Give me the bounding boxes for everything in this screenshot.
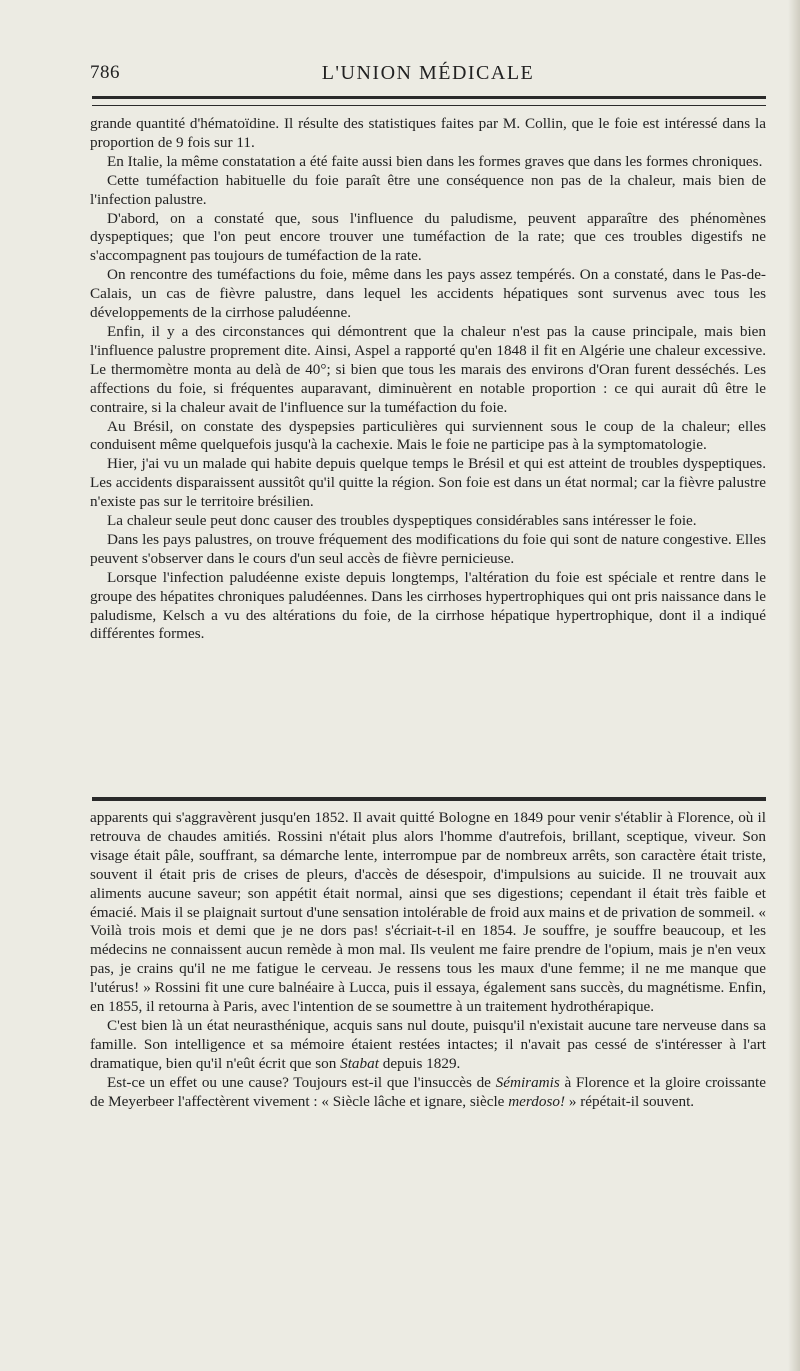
paragraph: On rencontre des tuméfactions du foie, même dans les pays assez tempérés. On a constaté, dans le Pas-de-Calais, un cas de fièvre palustre, dans lequel les accidents hépatiques sont survenus avec tous les développements de la cirrhose paludéenne.	[90, 266, 766, 322]
paragraph: Cette tuméfaction habituelle du foie paraît être une conséquence non pas de la chaleur, mais bien de l'infection palustre.	[90, 171, 766, 208]
section-separator	[92, 797, 766, 801]
italic-exclamation: merdoso!	[508, 1092, 566, 1110]
text-run: depuis 1829.	[378, 1054, 461, 1072]
paragraph: En Italie, la même constatation a été faite aussi bien dans les formes graves que dans les formes chroniques.	[107, 152, 763, 170]
page-edge-shadow	[788, 0, 800, 1371]
paragraph: Au Brésil, on constate des dyspepsies particulières qui surviennent sous le coup de la chaleur; elles conduisent même quelquefois jusqu'à la cachexie. Mais le foie ne participe pas à la symptomatologie.	[90, 417, 766, 454]
running-title: L'UNION MÉDICALE	[321, 62, 535, 84]
paragraph: Enfin, il y a des circonstances qui démontrent que la chaleur n'est pas la cause principale, mais bien l'influence palustre proprement dite. Ainsi, Aspel a rapporté qu'en 1848 il fit en Algérie une chaleur excessive. Le thermomètre monta au delà de 40°; si bien que tous les marais des environs d'Oran furent desséchés. Les affections du foie, si fréquentes auparavant, diminuèrent en notable proportion : ce qui aurait dû être le contraire, si la chaleur avait de l'influence sur la tuméfaction du foie.	[90, 322, 766, 416]
text-run: à Florence et la gloire croissante de Meyerbeer l'affectèrent vivement : « Siècle lâche et ignare, siècle	[90, 1073, 766, 1110]
text-run: » répétait-il souvent.	[565, 1092, 695, 1110]
upper-article	[90, 115, 766, 644]
paragraph: Lorsque l'infection paludéenne existe depuis longtemps, l'altération du foie est spéciale et rentre dans le groupe des hépatites chroniques paludéennes. Dans les cirrhoses hypertrophiques qui ont pris naissance dans le paludisme, Kelsch a vu des altérations du foie, de la cirrhose hépatique hypertrophique, dont il a indiqué différentes formes.	[90, 568, 766, 643]
paragraph	[90, 1074, 766, 1112]
paragraph: grande quantité d'hématoïdine. Il résulte des statistiques faites par M. Collin, que le foie est intéressé dans la proportion de 9 fois sur 11.	[90, 115, 766, 151]
text-run: Est-ce un effet ou une cause? Toujours est-il que l'insuccès de	[107, 1073, 496, 1091]
paragraph: Hier, j'ai vu un malade qui habite depuis quelque temps le Brésil et qui est atteint de troubles dyspeptiques. Les accidents disparaissent aussitôt qu'il quitte la région. Son foie est dans un état normal; car la fièvre palustre n'existe pas sur le territoire brésilien.	[90, 455, 766, 511]
feuilleton-article	[90, 809, 766, 1112]
page-header	[90, 58, 766, 88]
paragraph: La chaleur seule peut donc causer des troubles dyspeptiques considérables sans intéresser le foie.	[107, 512, 697, 530]
page-number: 786	[90, 62, 120, 83]
paragraph: D'abord, on a constaté que, sous l'influence du paludisme, peuvent apparaître des phénomènes dyspeptiques; que l'on peut encore trouver une tuméfaction de la rate; que ces troubles digestifs ne s'accompagnent pas toujours de tuméfaction de la rate.	[90, 209, 766, 265]
paragraph	[90, 1017, 766, 1074]
work-title-semiramis: Sémiramis	[495, 1073, 560, 1091]
work-title-stabat: Stabat	[340, 1054, 379, 1072]
paragraph: apparents qui s'aggravèrent jusqu'en 1852. Il avait quitté Bologne en 1849 pour venir s'établir à Florence, où il retrouva de chaudes amitiés. Rossini n'était plus alors l'homme d'autrefois, brillant, sceptique, viveur. Son visage était pâle, souffrant, sa démarche lente, interrompue par de nombreux arrêts, son caractère était triste, souvent il était pris de crises de pleurs, d'accès de désespoir, d'impulsions au suicide. Il ne trouvait aux aliments aucune saveur; son appétit était normal, ainsi que ses digestions; cependant il était très faible et émacié. Mais il se plaignait surtout d'une sensation intolérable de froid aux mains et de privation de sommeil. « Voilà trois mois et demi que je ne dors pas! s'écriait-t-il en 1854. Je souffre, je souffre beaucoup, et les médecins ne connaissent aucun remède à mon mal. Ils veulent me faire prendre de l'opium, mais je n'en veux pas, je crains qu'il ne me fatigue le cerveau. Je ressens tous les maux d'une femme; il ne me manque que l'utérus! » Rossini fit une cure balnéaire à Lucca, puis il essaya, également sans succès, du magnétisme. Enfin, en 1855, il retourna à Paris, avec l'intention de se soumettre à un traitement hydrothérapique.	[90, 809, 766, 1016]
header-rule	[92, 96, 766, 106]
paragraph: Dans les pays palustres, on trouve fréquement des modifications du foie qui sont de nature congestive. Elles peuvent s'observer dans le cours d'un seul accès de fièvre pernicieuse.	[90, 530, 766, 567]
text-run: C'est bien là un état neurasthénique, acquis sans nul doute, puisqu'il n'existait aucune tare nerveuse dans sa famille. Son intelligence et sa mémoire étaient restées intactes; il n'avait pas cessé de s'intéresser à l'art dramatique, bien qu'il n'eût écrit que son	[90, 1016, 766, 1072]
